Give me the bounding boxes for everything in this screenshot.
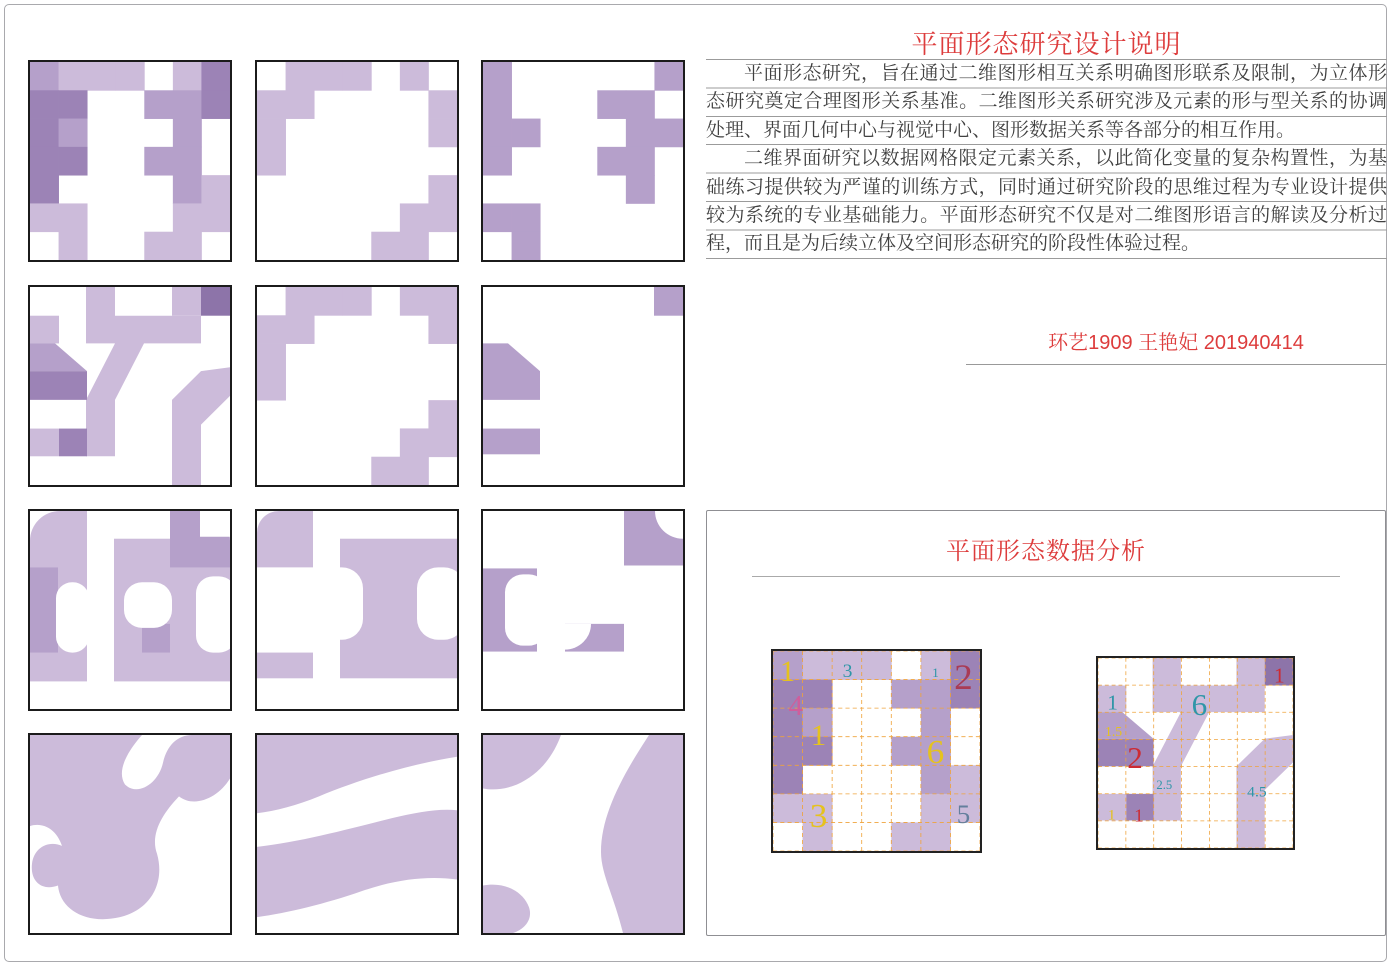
- cell-value-label: 1: [1134, 805, 1144, 826]
- tile-4: [28, 285, 232, 487]
- cell-value-label: 1: [932, 665, 939, 680]
- design-paragraph-1: 平面形态研究，旨在通过二维图形相互关系明确图形联系及限制，为立体形态研究奠定合理图形关系基准。二维图形关系研究涉及元素的形与型关系的协调处理、界面几何中心与视觉中心、图形数据关系等各部分的相互作用。: [706, 63, 1387, 141]
- cell-value-label: 2: [954, 656, 973, 697]
- cell-value-label: 3: [809, 797, 828, 835]
- analysis-section: [706, 510, 1386, 936]
- tile-12: [481, 733, 685, 935]
- byline: 环艺1909 王艳妃 201940414: [966, 326, 1386, 365]
- cell-value-label: 4: [788, 691, 804, 722]
- tile-8: [255, 509, 459, 711]
- analysis-title-rule: [752, 576, 1340, 577]
- tile-5: [255, 285, 459, 487]
- analysis-diagram-right: [1096, 656, 1295, 850]
- analysis-diagram-left: [771, 649, 982, 853]
- cell-value-label: 1: [1107, 806, 1116, 824]
- cell-value-label: 1: [779, 654, 796, 688]
- tile-3: [481, 60, 685, 262]
- cell-value-label: 6: [926, 733, 945, 771]
- cell-value-label: 1: [1107, 690, 1118, 715]
- tile-9: [481, 509, 685, 711]
- cell-value-label: 5: [956, 799, 971, 829]
- tile-7: [28, 509, 232, 711]
- cell-value-label: 3: [842, 661, 853, 682]
- tile-2: [255, 60, 459, 262]
- tile-10: [28, 733, 232, 935]
- design-description: [706, 60, 1387, 259]
- cell-value-label: 2.5: [1156, 778, 1173, 793]
- tile-1: [28, 60, 232, 262]
- cell-value-label: 1: [1273, 663, 1285, 688]
- cell-value-label: 4.5: [1247, 783, 1267, 801]
- tile-6: [481, 285, 685, 487]
- cell-value-label: 6: [1191, 688, 1208, 722]
- cell-value-label: 1.5: [1105, 724, 1123, 739]
- cell-value-label: 2: [1127, 741, 1143, 776]
- design-paragraph-2: 二维界面研究以数据网格限定元素关系，以此简化变量的复杂构置性，为基础练习提供较为严谨的训练方式，同时通过研究阶段的思维过程为专业设计提供较为系统的专业基础能力。平面形态研究不仅是对二维图形语言的解读及分析过程，而且是为后续立体及空间形态研究的阶段性体验过程。: [706, 148, 1387, 255]
- tile-11: [255, 733, 459, 935]
- cell-value-label: 1: [810, 718, 827, 752]
- analysis-title: 平面形态数据分析: [946, 538, 1146, 565]
- design-title: 平面形态研究设计说明: [911, 29, 1182, 59]
